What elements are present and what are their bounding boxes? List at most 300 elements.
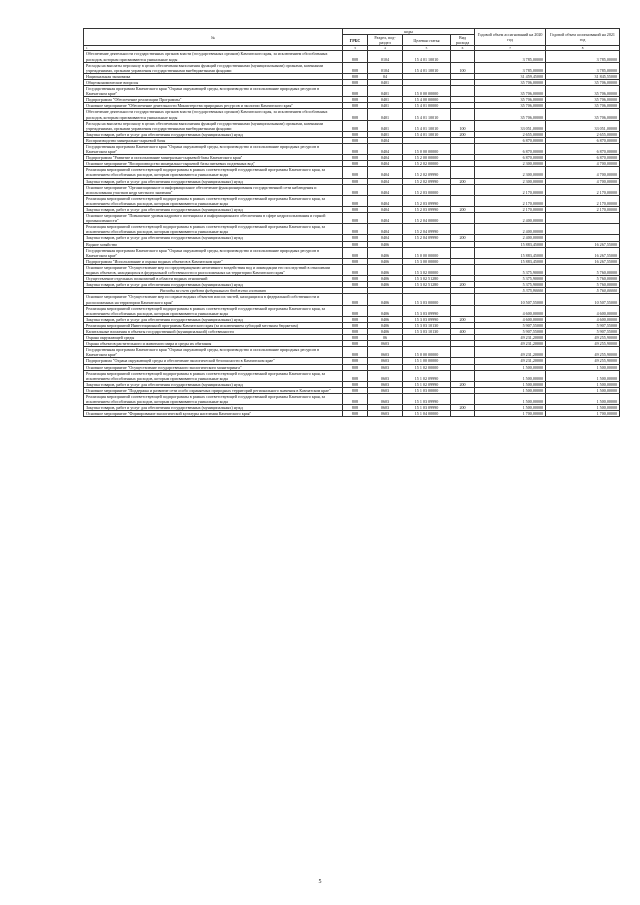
row-target-item: 15 2 03 09990	[403, 207, 451, 213]
table-row	[84, 328, 620, 334]
row-section: 0406	[368, 247, 403, 258]
row-amount-2020: 33 051,00000	[475, 120, 546, 131]
row-amount-2021: 49 255,90000	[546, 358, 620, 364]
header-razd: Раздел, под-раздел	[368, 35, 403, 46]
row-expense-type: 200	[451, 316, 475, 322]
table-row	[84, 184, 620, 195]
row-target-item: 15 1 03 09990	[403, 394, 451, 405]
row-section: 0404	[368, 184, 403, 195]
table-row	[84, 167, 620, 178]
row-amount-2020: 5 375,90000	[475, 276, 546, 282]
row-name: Основное мероприятие "Повышение уровня кадрового потенциала и информационного обеспечения в сфере недропользования и горной промышленности"	[84, 213, 343, 224]
row-amount-2020: 2 400,00000	[475, 224, 546, 235]
row-amount-2020: 5 375,90000	[475, 264, 546, 275]
row-grbs: 808	[343, 322, 368, 328]
row-section: 06	[368, 335, 403, 341]
row-expense-type	[451, 109, 475, 120]
row-amount-2020: 6 870,00000	[475, 143, 546, 154]
row-amount-2021: 16 267,55000	[546, 258, 620, 264]
header-v2020: Годовой объем ассигнований на 2020 год	[475, 29, 546, 46]
row-amount-2021: 6 870,00000	[546, 137, 620, 143]
row-expense-type	[451, 195, 475, 206]
row-amount-2020: 1 500,00000	[475, 387, 546, 393]
row-section: 0404	[368, 143, 403, 154]
row-grbs: 808	[343, 143, 368, 154]
row-amount-2020: 49 231,20000	[475, 335, 546, 341]
row-expense-type	[451, 224, 475, 235]
row-expense-type	[451, 347, 475, 358]
row-target-item: 15 2 04 00000	[403, 213, 451, 224]
row-section: 0406	[368, 328, 403, 334]
row-target-item: 15 3 02 51280	[403, 276, 451, 282]
table-row	[84, 207, 620, 213]
row-name: Закупка товаров, работ и услуг для обеспечения государственных (муниципальных) нужд	[84, 381, 343, 387]
row-target-item: 15 2 02 00000	[403, 161, 451, 167]
row-amount-2021: 35 706,00000	[546, 103, 620, 109]
row-name: Основное мероприятие "Организационное и информационное обеспечение функционирования государственной сети наблюдения и использования участков недр местного значения"	[84, 184, 343, 195]
row-expense-type	[451, 51, 475, 62]
row-target-item: 15 2 02 09990	[403, 167, 451, 178]
row-amount-2020: 2 300,00000	[475, 178, 546, 184]
row-amount-2020: 35 706,00000	[475, 103, 546, 109]
row-target-item: 15 2 00 00000	[403, 155, 451, 161]
row-section: 0406	[368, 241, 403, 247]
row-expense-type	[451, 213, 475, 224]
row-amount-2020: 15 883,45000	[475, 258, 546, 264]
row-name: Закупка товаров, работ и услуг для обеспечения государственных (муниципальных) нужд	[84, 316, 343, 322]
row-target-item: 15 3 02 00000	[403, 264, 451, 275]
row-target-item: 15 3 02 51280	[403, 282, 451, 288]
row-section: 0401	[368, 79, 403, 85]
row-expense-type: 200	[451, 235, 475, 241]
row-amount-2020: 35 706,00000	[475, 79, 546, 85]
row-section: 0401	[368, 131, 403, 137]
row-amount-2020: 15 883,45000	[475, 247, 546, 258]
row-amount-2020: 35 706,00000	[475, 86, 546, 97]
table-row	[84, 195, 620, 206]
row-name: Водное хозяйство	[84, 241, 343, 247]
row-amount-2021: 2 170,00000	[546, 195, 620, 206]
row-amount-2020: 3 785,00000	[475, 51, 546, 62]
row-name: Закупка товаров, работ и услуг для обеспечения государственных (муниципальных) нужд	[84, 282, 343, 288]
row-amount-2021: 5 907,55000	[546, 322, 620, 328]
table-row	[84, 364, 620, 370]
row-grbs: 808	[343, 97, 368, 103]
row-target-item: 15 3 03 00000	[403, 294, 451, 305]
table-row	[84, 394, 620, 405]
table-row	[84, 161, 620, 167]
header-vr: Вид расхода	[451, 35, 475, 46]
row-amount-2021: 2 655,00000	[546, 131, 620, 137]
row-amount-2020: 2 170,00000	[475, 207, 546, 213]
table-header	[84, 29, 620, 51]
row-amount-2020: 6 870,00000	[475, 137, 546, 143]
row-name: Подпрограмма "Развитие и использование минерально-сырьевой базы Камчатского края"	[84, 155, 343, 161]
row-section: 0401	[368, 120, 403, 131]
row-expense-type	[451, 247, 475, 258]
row-amount-2020: 1 500,00000	[475, 394, 546, 405]
row-target-item: 15 1 03 00000	[403, 387, 451, 393]
row-grbs: 808	[343, 347, 368, 358]
row-grbs: 808	[343, 178, 368, 184]
row-section: 0603	[368, 387, 403, 393]
row-amount-2020: 1 500,00000	[475, 364, 546, 370]
row-name: Реализация мероприятий соответствующей подпрограммы в рамках соответствующей государственной программы Камчатского края, за исключением обособленных расходов, которым присваиваются уникальные коды	[84, 370, 343, 381]
header-index-cell: 4	[368, 46, 403, 51]
table-row	[84, 381, 620, 387]
row-grbs: 808	[343, 131, 368, 137]
row-target-item: 15 2 03 09990	[403, 195, 451, 206]
row-name: Осуществление отдельных полномочий в области водных отношений	[84, 276, 343, 282]
table-row	[84, 235, 620, 241]
row-grbs: 808	[343, 109, 368, 120]
row-section: 04	[368, 73, 403, 79]
row-grbs: 808	[343, 51, 368, 62]
row-grbs: 808	[343, 155, 368, 161]
table-row	[84, 258, 620, 264]
row-amount-2020: 2 400,00000	[475, 235, 546, 241]
row-target-item: 15 2 04 09990	[403, 235, 451, 241]
table-row	[84, 316, 620, 322]
row-expense-type: 200	[451, 381, 475, 387]
row-name: Основное мероприятие "Осуществление государственного экологического мониторинга"	[84, 364, 343, 370]
row-grbs: 808	[343, 358, 368, 364]
row-section: 0406	[368, 294, 403, 305]
row-section: 0603	[368, 411, 403, 417]
row-name: Воспроизводство минерально-сырьевой базы	[84, 137, 343, 143]
table-row	[84, 97, 620, 103]
row-name: Реализация мероприятий соответствующей подпрограммы в рамках соответствующей государственной программы Камчатского края, за исключением обособленных расходов, которым присваиваются уникальные коды	[84, 224, 343, 235]
row-amount-2020: 2 300,00000	[475, 167, 546, 178]
table-row	[84, 213, 620, 224]
row-section: 0406	[368, 316, 403, 322]
row-name: Государственная программа Камчатского края "Охрана окружающей среды, воспроизводство и использование природных ресурсов в Камчатском крае"	[84, 247, 343, 258]
row-name: Закупка товаров, работ и услуг для обеспечения государственных (муниципальных) нужд	[84, 207, 343, 213]
row-section: 0603	[368, 364, 403, 370]
row-expense-type: 100	[451, 120, 475, 131]
row-section: 0401	[368, 103, 403, 109]
row-expense-type: 200	[451, 405, 475, 411]
row-name: Подпрограмма "Обеспечение реализации Программы"	[84, 97, 343, 103]
header-grbs: ГРБС	[343, 35, 368, 46]
row-amount-2020: 49 231,20000	[475, 347, 546, 358]
row-section: 0104	[368, 62, 403, 73]
header-v2021: Годовой объем ассигнований на 2021 год	[546, 29, 620, 46]
table-row	[84, 247, 620, 258]
row-amount-2021: 5 907,55000	[546, 328, 620, 334]
row-name: Основное мероприятие "Осуществление мер по предотвращению негативного воздействия вод и ликвидации его последствий в отношении водных объектов, находящихся в федеральной собственности и расположенных на территории Камчатского края"	[84, 264, 343, 275]
row-name: Расходы на выплаты персоналу в целях обеспечения выполнения функций государственными (муниципальными) органами, казенными учреждениями, органами управления государственными внебюджетными фондами	[84, 62, 343, 73]
row-amount-2021: 31 845,55000	[546, 73, 620, 79]
row-grbs: 808	[343, 73, 368, 79]
row-name: Закупка товаров, работ и услуг для обеспечения государственных (муниципальных) нужд	[84, 405, 343, 411]
table-row	[84, 411, 620, 417]
row-amount-2020: 15 883,45000	[475, 241, 546, 247]
row-name: Основное мероприятие "Формирование экологической культуры населения Камчатского края"	[84, 411, 343, 417]
table-row	[84, 405, 620, 411]
row-amount-2021: 3 785,00000	[546, 51, 620, 62]
row-target-item: 15 3 03 10130	[403, 322, 451, 328]
row-section: 0404	[368, 167, 403, 178]
row-amount-2020: 31 459,45000	[475, 73, 546, 79]
row-target-item: 15 1 02 09990	[403, 381, 451, 387]
row-grbs: 808	[343, 103, 368, 109]
row-section: 0401	[368, 86, 403, 97]
row-amount-2020: 5 907,55000	[475, 322, 546, 328]
row-amount-2021: 2 170,00000	[546, 184, 620, 195]
table-row	[84, 282, 620, 288]
row-target-item: 15 3 03 09990	[403, 305, 451, 316]
row-amount-2020: 4 600,00000	[475, 305, 546, 316]
row-grbs: 808	[343, 305, 368, 316]
row-target-item: 15 4 00 00000	[403, 97, 451, 103]
row-grbs: 808	[343, 405, 368, 411]
header-codes: коды	[343, 29, 475, 35]
table-row	[84, 86, 620, 97]
row-target-item: 15 3 03 10130	[403, 328, 451, 334]
row-expense-type: 200	[451, 282, 475, 288]
row-target-item: 15 0 00 00000	[403, 247, 451, 258]
row-target-item: 15 4 01 00000	[403, 103, 451, 109]
row-grbs: 808	[343, 328, 368, 334]
row-amount-2020: 35 706,00000	[475, 109, 546, 120]
row-section: 0603	[368, 394, 403, 405]
row-amount-2021: 49 255,90000	[546, 347, 620, 358]
header-index-cell: 1	[84, 46, 343, 51]
row-name: Закупка товаров, работ и услуг для обеспечения государственных (муниципальных) нужд	[84, 178, 343, 184]
row-grbs: 808	[343, 258, 368, 264]
row-amount-2020: 5 375,90000	[475, 282, 546, 288]
row-section: 0406	[368, 264, 403, 275]
row-name: Охрана окружающей среды	[84, 335, 343, 341]
row-target-item: 15 0 00 00000	[403, 86, 451, 97]
row-expense-type	[451, 394, 475, 405]
row-grbs: 808	[343, 167, 368, 178]
row-amount-2021: 1 500,00000	[546, 381, 620, 387]
row-section: 0603	[368, 358, 403, 364]
row-grbs: 808	[343, 241, 368, 247]
row-target-item: 15 4 01 10010	[403, 51, 451, 62]
row-section: 0404	[368, 224, 403, 235]
row-grbs: 808	[343, 264, 368, 275]
table-row	[84, 62, 620, 73]
row-amount-2021: 2 170,00000	[546, 207, 620, 213]
table-row	[84, 224, 620, 235]
row-name: Основное мероприятие "Поддержка и развитие сети особо охраняемых природных территорий регионального значения в Камчатском крае"	[84, 387, 343, 393]
row-expense-type: 200	[451, 178, 475, 184]
row-grbs: 808	[343, 316, 368, 322]
page-number: 5	[318, 879, 322, 885]
budget-table	[83, 28, 620, 417]
row-grbs: 808	[343, 411, 368, 417]
table-row	[84, 305, 620, 316]
row-section: 0603	[368, 341, 403, 347]
row-target-item: 15 1 04 00000	[403, 411, 451, 417]
row-expense-type	[451, 370, 475, 381]
row-amount-2020: 2 170,00000	[475, 195, 546, 206]
row-amount-2021: 1 500,00000	[546, 364, 620, 370]
row-amount-2021: 49 255,90000	[546, 335, 620, 341]
row-target-item: 15 4 01 10010	[403, 131, 451, 137]
row-amount-2020: 2 400,00000	[475, 213, 546, 224]
row-amount-2020: 2 170,00000	[475, 184, 546, 195]
row-grbs: 808	[343, 387, 368, 393]
row-section: 0603	[368, 381, 403, 387]
row-name: Расходы на выплаты персоналу в целях обеспечения выполнения функций государственными (муниципальными) органами, казенными учреждениями, органами управления государственными внебюджетными фондами	[84, 120, 343, 131]
table-row	[84, 131, 620, 137]
row-grbs: 808	[343, 195, 368, 206]
row-name: Подпрограмма "Использование и охрана водных объектов в Камчатском крае"	[84, 258, 343, 264]
row-expense-type	[451, 264, 475, 275]
row-expense-type: 200	[451, 131, 475, 137]
row-grbs: 808	[343, 213, 368, 224]
row-grbs: 808	[343, 62, 368, 73]
row-name: Закупка товаров, работ и услуг для обеспечения государственных (муниципальных) нужд	[84, 235, 343, 241]
row-amount-2020: 10 507,55000	[475, 294, 546, 305]
row-grbs: 808	[343, 282, 368, 288]
table-row	[84, 103, 620, 109]
row-section: 0404	[368, 235, 403, 241]
row-amount-2020: 3 785,00000	[475, 62, 546, 73]
table-body	[84, 51, 620, 417]
row-grbs: 808	[343, 276, 368, 282]
row-target-item: 15 2 02 09990	[403, 178, 451, 184]
table-row	[84, 358, 620, 364]
table-row	[84, 178, 620, 184]
row-target-item: 15 3 03 09990	[403, 316, 451, 322]
row-amount-2021: 16 267,55000	[546, 241, 620, 247]
row-grbs: 808	[343, 184, 368, 195]
row-target-item: 15 1 02 00000	[403, 364, 451, 370]
table-row	[84, 137, 620, 143]
row-section: 0404	[368, 155, 403, 161]
row-name: Реализация мероприятий соответствующей подпрограммы в рамках соответствующей государственной программы Камчатского края, за исключением обособленных расходов, которым присваиваются уникальные коды	[84, 167, 343, 178]
table-row	[84, 387, 620, 393]
table-row	[84, 347, 620, 358]
header-index-cell: 6	[451, 46, 475, 51]
row-name: Реализация мероприятий соответствующей подпрограммы в рамках соответствующей государственной программы Камчатского края, за исключением обособленных расходов, которым присваиваются уникальные коды	[84, 195, 343, 206]
row-name: Обеспечение деятельности государственных органов власти (государственных органов) Камчатского края, за исключением обособленных расходов, которым присваиваются уникальные коды	[84, 51, 343, 62]
header-index-cell: 8	[546, 46, 620, 51]
row-expense-type	[451, 294, 475, 305]
row-target-item: 15 0 00 00000	[403, 143, 451, 154]
row-grbs: 808	[343, 247, 368, 258]
row-amount-2021: 1 700,00000	[546, 411, 620, 417]
header-index-cell: 7	[475, 46, 546, 51]
row-section: 0603	[368, 370, 403, 381]
row-expense-type	[451, 143, 475, 154]
row-name: Закупка товаров, работ и услуг для обеспечения государственных (муниципальных) нужд	[84, 131, 343, 137]
row-expense-type	[451, 411, 475, 417]
row-section: 0404	[368, 213, 403, 224]
header-index-cell: 5	[403, 46, 451, 51]
row-amount-2021: 4 700,00000	[546, 161, 620, 167]
row-target-item: 15 3 00 00000	[403, 258, 451, 264]
row-amount-2021: 35 706,00000	[546, 79, 620, 85]
row-target-item: 15 2 04 09990	[403, 224, 451, 235]
row-amount-2020: 6 870,00000	[475, 155, 546, 161]
table-row	[84, 143, 620, 154]
row-section: 0406	[368, 322, 403, 328]
row-name: Государственная программа Камчатского края "Охрана окружающей среды, воспроизводство и использование природных ресурсов в Камчатском крае"	[84, 86, 343, 97]
row-amount-2021: 16 267,55000	[546, 247, 620, 258]
row-amount-2020: 5 375,90000	[475, 288, 546, 294]
row-expense-type: 100	[451, 62, 475, 73]
row-target-item: 15 0 00 00000	[403, 347, 451, 358]
row-section: 0406	[368, 282, 403, 288]
row-target-item: 15 4 01 10010	[403, 120, 451, 131]
row-amount-2021: 4 700,00000	[546, 178, 620, 184]
row-name: Обеспечение деятельности государственных органов власти (государственных органов) Камчатского края, за исключением обособленных расходов, которым присваиваются уникальные коды	[84, 109, 343, 120]
row-grbs: 808	[343, 294, 368, 305]
row-amount-2021: 33 051,00000	[546, 120, 620, 131]
row-amount-2021: 1 500,00000	[546, 370, 620, 381]
table-row	[84, 109, 620, 120]
row-grbs: 808	[343, 235, 368, 241]
row-section: 0406	[368, 276, 403, 282]
row-expense-type	[451, 305, 475, 316]
table-row	[84, 322, 620, 328]
row-name: Государственная программа Камчатского края "Охрана окружающей среды, воспроизводство и использование природных ресурсов в Камчатском крае"	[84, 347, 343, 358]
row-grbs: 808	[343, 394, 368, 405]
row-amount-2021: 35 706,00000	[546, 109, 620, 120]
table-row	[84, 294, 620, 305]
row-name: Государственная программа Камчатского края "Охрана окружающей среды, воспроизводство и использование природных ресурсов в Камчатском крае"	[84, 143, 343, 154]
row-amount-2020: 2 655,00000	[475, 131, 546, 137]
row-target-item: 15 2 03 00000	[403, 184, 451, 195]
table-row	[84, 155, 620, 161]
row-grbs: 808	[343, 381, 368, 387]
row-section: 0404	[368, 161, 403, 167]
row-amount-2020: 1 500,00000	[475, 370, 546, 381]
row-name: Подпрограмма "Охрана окружающей среды и обеспечение экологической безопасности в Камчатском крае"	[84, 358, 343, 364]
row-name: Общеэкономические вопросы	[84, 79, 343, 85]
row-section: 0406	[368, 258, 403, 264]
row-amount-2021: 49 255,90000	[546, 341, 620, 347]
table-row	[84, 120, 620, 131]
row-grbs: 808	[343, 364, 368, 370]
row-grbs: 808	[343, 79, 368, 85]
row-grbs: 808	[343, 161, 368, 167]
table-row	[84, 264, 620, 275]
row-amount-2021: 1 500,00000	[546, 405, 620, 411]
row-amount-2021: 3 785,00000	[546, 62, 620, 73]
header-index-cell: 3	[343, 46, 368, 51]
row-amount-2020: 49 231,20000	[475, 341, 546, 347]
row-target-item: 15 1 00 00000	[403, 358, 451, 364]
row-amount-2021: 4 700,00000	[546, 167, 620, 178]
row-grbs: 808	[343, 137, 368, 143]
row-section: 0404	[368, 195, 403, 206]
row-section: 0404	[368, 137, 403, 143]
table-row	[84, 276, 620, 282]
row-amount-2021: 35 706,00000	[546, 86, 620, 97]
row-amount-2020: 2 300,00000	[475, 161, 546, 167]
table-row	[84, 51, 620, 62]
row-amount-2020: 4 600,00000	[475, 316, 546, 322]
row-amount-2021	[546, 213, 620, 224]
row-grbs: 808	[343, 86, 368, 97]
row-amount-2020: 1 500,00000	[475, 405, 546, 411]
row-name: Реализация мероприятий соответствующей подпрограммы в рамках соответствующей государственной программы Камчатского края, за исключением обособленных расходов, которым присваиваются уникальные коды	[84, 305, 343, 316]
row-name: Реализация мероприятий Инвестиционной программы Камчатского края (за исключением субсидий местным бюджетам)	[84, 322, 343, 328]
row-name: Национальная экономика	[84, 73, 343, 79]
row-amount-2021: 5 760,00000	[546, 276, 620, 282]
row-amount-2021: 10 507,55000	[546, 294, 620, 305]
row-amount-2021: 5 760,00000	[546, 282, 620, 288]
row-name: Основное мероприятие "Воспроизводство минерально-сырьевой базы питьевых подземных вод"	[84, 161, 343, 167]
row-grbs: 808	[343, 207, 368, 213]
